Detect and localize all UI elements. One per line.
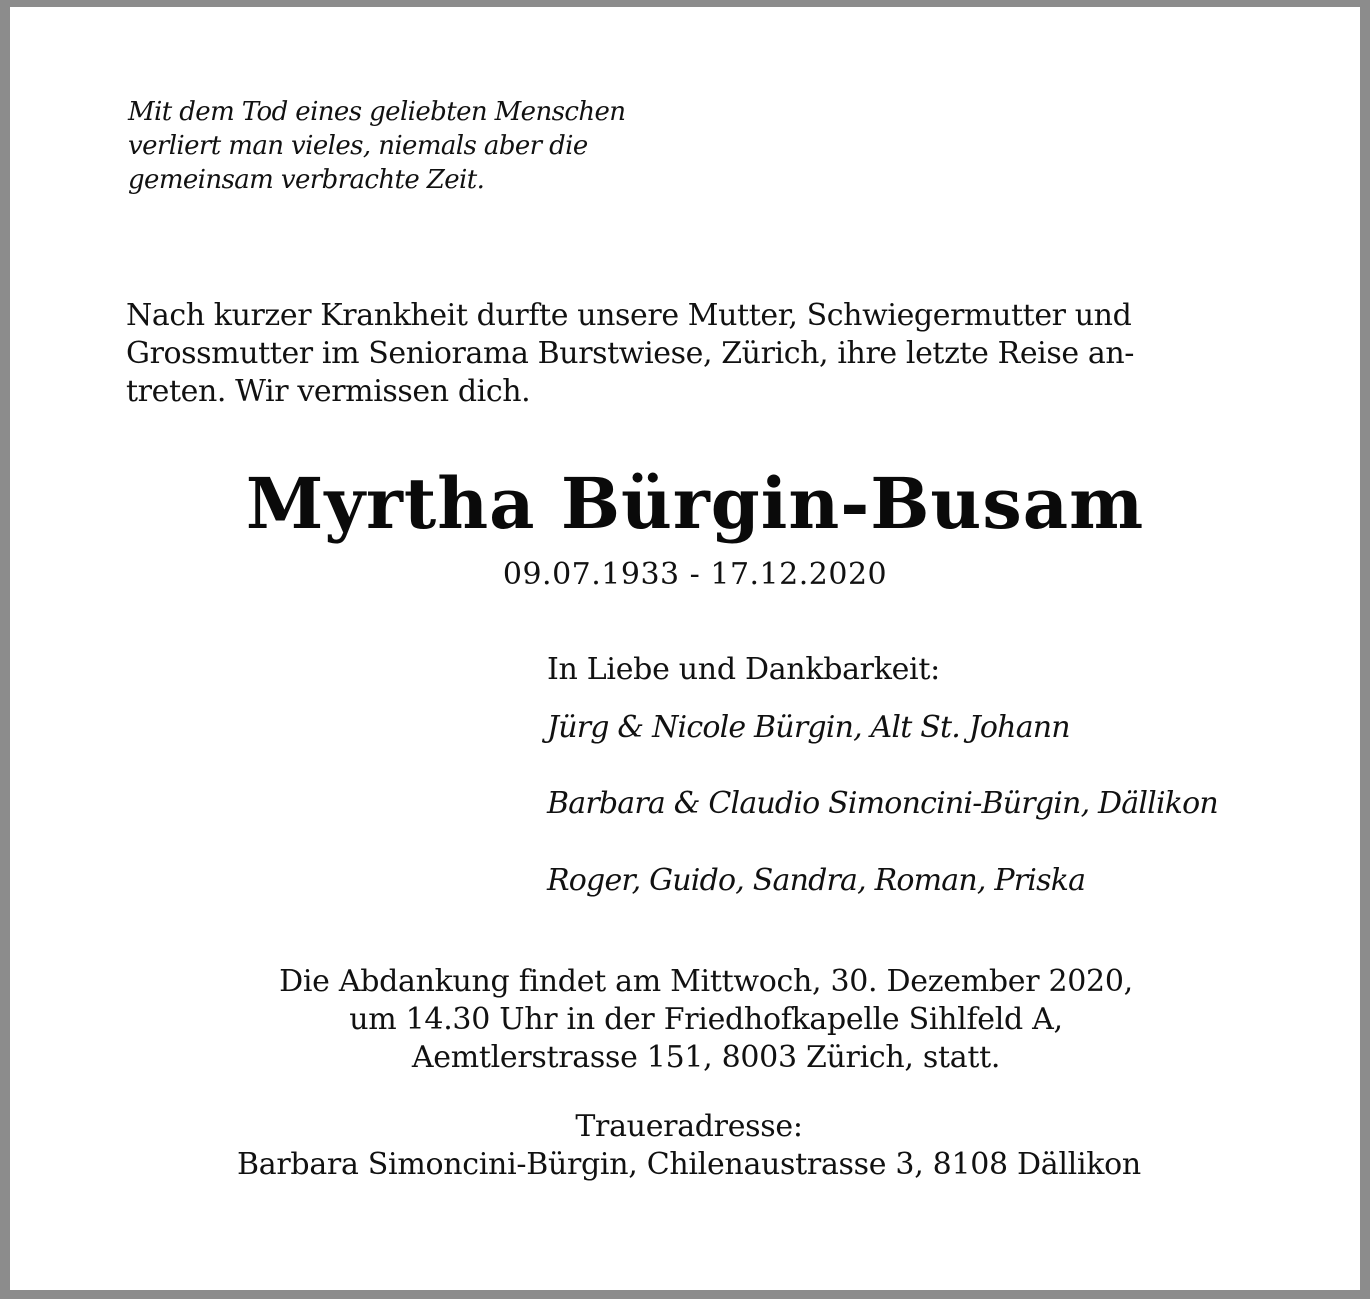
service-line: um 14.30 Uhr in der Friedhofkapelle Sihlfeld A, [349,1002,1063,1037]
intro-line: Grossmutter im Seniorama Burstwiese, Zürich, ihre letzte Reise an- [126,336,1134,371]
mourner-family: Jürg & Nicole Bürgin, Alt St. Johann [547,710,1070,745]
memorial-quote [128,95,625,197]
mourner-family: Roger, Guido, Sandra, Roman, Priska [547,863,1086,898]
service-line: Die Abdankung findet am Mittwoch, 30. Dezember 2020, [279,964,1133,999]
quote-line: Mit dem Tod eines geliebten Menschen [128,97,626,127]
mourning-address [10,1108,1368,1184]
quote-line: gemeinsam verbrachte Zeit. [128,165,485,195]
intro-text [126,297,1134,411]
mourners-block [547,650,1218,898]
quote-line: verliert man vieles, niemals aber die [128,131,588,161]
deceased-name: Myrtha Bürgin-Busam [245,462,1145,545]
address-label: Traueradresse: [575,1109,803,1144]
life-dates: 09.07.1933 - 17.12.2020 [502,557,888,592]
address-value: Barbara Simoncini-Bürgin, Chilenaustrasse 3, 8108 Dällikon [237,1147,1141,1182]
mourners-heading: In Liebe und Dankbarkeit: [547,652,940,687]
intro-line: treten. Wir vermissen dich. [126,374,531,409]
service-announcement [10,963,1370,1077]
intro-line: Nach kurzer Krankheit durfte unsere Mutter, Schwiegermutter und [126,298,1132,333]
service-line: Aemtlerstrasse 151, 8003 Zürich, statt. [411,1040,1001,1075]
mourner-family: Barbara & Claudio Simoncini-Bürgin, Dällikon [547,786,1218,821]
